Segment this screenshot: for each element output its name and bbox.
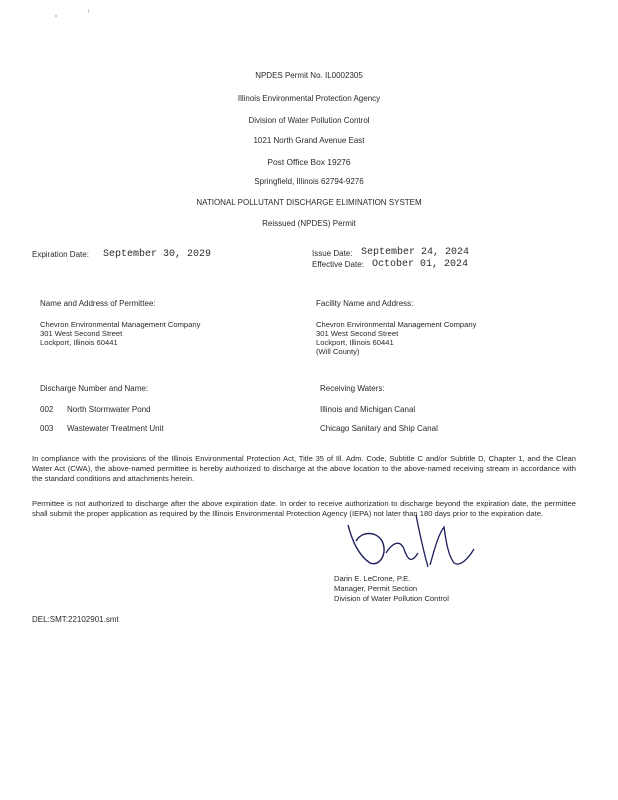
permittee-address-line: Chevron Environmental Management Company bbox=[40, 320, 201, 329]
agency-po-box: Post Office Box 19276 bbox=[267, 157, 351, 167]
issue-date-label: Issue Date: bbox=[312, 249, 353, 258]
facility-address bbox=[316, 320, 476, 356]
scan-speck bbox=[88, 9, 89, 13]
permittee-address bbox=[40, 320, 200, 347]
receiving-water: Illinois and Michigan Canal bbox=[320, 405, 416, 414]
signatory-block bbox=[334, 574, 449, 604]
agency-street: 1021 North Grand Avenue East bbox=[253, 136, 365, 145]
system-title: NATIONAL POLLUTANT DISCHARGE ELIMINATION SYSTEM bbox=[196, 198, 422, 207]
facility-address-line: (Will County) bbox=[316, 347, 360, 356]
effective-date-label: Effective Date: bbox=[312, 260, 364, 269]
scan-speck bbox=[55, 15, 57, 17]
discharge-name: North Stormwater Pond bbox=[67, 405, 151, 414]
facility-heading: Facility Name and Address: bbox=[316, 299, 414, 308]
permittee-address-line: Lockport, Illinois 60441 bbox=[40, 338, 118, 347]
discharge-number: 003 bbox=[40, 424, 54, 433]
signatory-name: Darin E. LeCrone, P.E. bbox=[334, 574, 411, 583]
facility-address-line: 301 West Second Street bbox=[316, 329, 399, 338]
expiration-date-value: September 30, 2029 bbox=[103, 249, 212, 260]
permit-number: NPDES Permit No. IL0002305 bbox=[255, 71, 363, 80]
permit-type: Reissued (NPDES) Permit bbox=[262, 219, 356, 228]
receiving-water: Chicago Sanitary and Ship Canal bbox=[320, 424, 438, 433]
discharge-heading: Discharge Number and Name: bbox=[40, 384, 149, 393]
discharge-number: 002 bbox=[40, 405, 54, 414]
permittee-heading: Name and Address of Permittee: bbox=[40, 299, 156, 308]
discharge-name: Wastewater Treatment Unit bbox=[67, 424, 164, 433]
expiration-paragraph: Permittee is not authorized to discharge after the above expiration date. In order to receive authorization to discharge beyond the expiration date, the permittee shall submit the proper application as required by the Illinois Environmental Protection Agency (IEPA) not later than 180 days prior to the expiration date. bbox=[32, 499, 576, 518]
agency-city: Springfield, Illinois 62794-9276 bbox=[254, 177, 364, 186]
receiving-waters-heading: Receiving Waters: bbox=[320, 384, 385, 393]
facility-address-line: Chevron Environmental Management Company bbox=[316, 320, 477, 329]
permittee-address-line: 301 West Second Street bbox=[40, 329, 123, 338]
issue-date-value: September 24, 2024 bbox=[361, 247, 470, 258]
division-name: Division of Water Pollution Control bbox=[248, 116, 370, 125]
document-reference: DEL:SMT:22102901.smt bbox=[32, 615, 119, 624]
signature bbox=[330, 505, 480, 575]
expiration-date-label: Expiration Date: bbox=[32, 250, 89, 259]
effective-date-value: October 01, 2024 bbox=[372, 259, 469, 270]
compliance-paragraph: In compliance with the provisions of the Illinois Environmental Protection Act, Title 35 of Ill. Adm. Code, Subtitle C and/or Subtitle D, Chapter 1, and the Clean Water Act (CWA), the above-named permittee is hereby authorized to discharge at the above location to the above-named receiving stream in accordance with the standard conditions and attachments herein. bbox=[32, 454, 576, 483]
signatory-title: Manager, Permit Section bbox=[334, 584, 418, 593]
agency-name: Illinois Environmental Protection Agency bbox=[237, 94, 381, 103]
signatory-division: Division of Water Pollution Control bbox=[334, 594, 449, 603]
facility-address-line: Lockport, Illinois 60441 bbox=[316, 338, 394, 347]
